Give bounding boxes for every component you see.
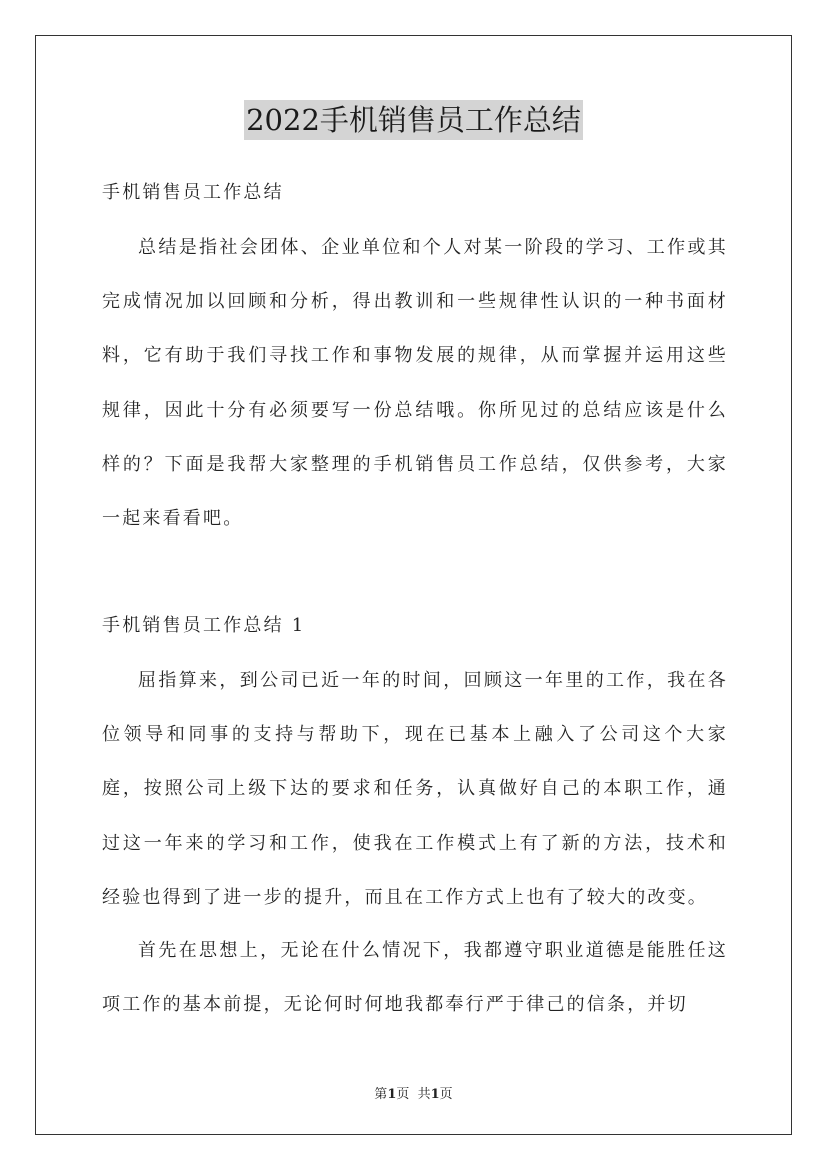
footer-page-prefix: 第 bbox=[374, 1087, 388, 1102]
section-heading: 手机销售员工作总结 bbox=[102, 182, 284, 203]
page-footer bbox=[0, 1083, 827, 1102]
paragraph-1: 屈指算来，到公司已近一年的时间，回顾这一年里的工作，我在各位领导和同事的支持与帮助下，现在已基本上融入了公司这个大家庭，按照公司上级下达的要求和任务，认真做好自己的本职工作，通过这一年来的学习和工作，使我在工作模式上有了新的方法，技术和经验也得到了进一步的提升，而且在工作方式上也有了较大的改变。 bbox=[102, 670, 728, 908]
footer-page-mid: 页 共 bbox=[396, 1087, 431, 1102]
paragraph-2: 首先在思想上，无论在什么情况下，我都遵守职业道德是能胜任这项工作的基本前提，无论何时何地我都奉行严于律己的信条，并切 bbox=[102, 940, 728, 1016]
footer-page-suffix: 页 bbox=[439, 1087, 453, 1102]
footer-page-total: 1 bbox=[430, 1087, 440, 1102]
subheading-1: 手机销售员工作总结 1 bbox=[102, 615, 306, 636]
footer-page-current: 1 bbox=[387, 1087, 397, 1102]
document-title: 2022手机销售员工作总结 bbox=[244, 100, 583, 140]
title-wrapper bbox=[0, 100, 827, 140]
intro-paragraph: 总结是指社会团体、企业单位和个人对某一阶段的学习、工作或其完成情况加以回顾和分析，得出教训和一些规律性认识的一种书面材料，它有助于我们寻找工作和事物发展的规律，从而掌握并运用这些规律，因此十分有必须要写一份总结哦。你所见过的总结应该是什么样的？下面是我帮大家整理的手机销售员工作总结，仅供参考，大家一起来看看吧。 bbox=[102, 237, 728, 530]
